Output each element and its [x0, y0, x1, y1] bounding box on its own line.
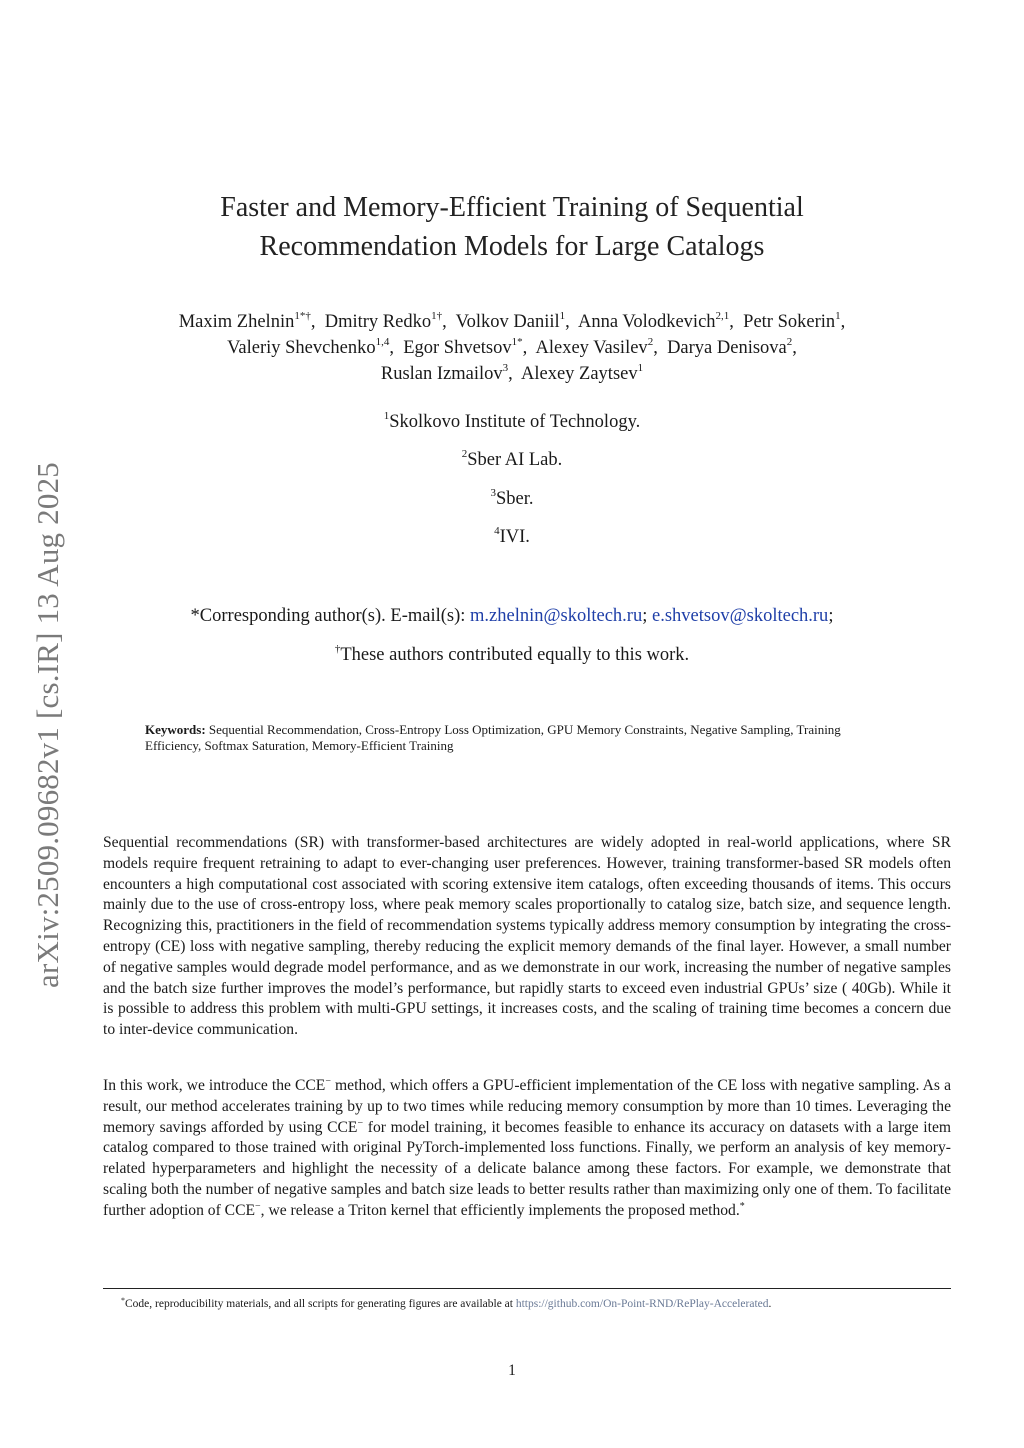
author-affiliation-mark: 2: [786, 336, 793, 348]
author-line-2: Valeriy Shevchenko$^{1,4}$, Egor Shvetsov$^{1*}$, Alexey Vasilev$^2$, Darya Denisova$^2$,: [227, 336, 797, 358]
footnote-end: .: [768, 1298, 772, 1310]
author-affiliation-mark: 3: [502, 362, 509, 374]
arxiv-identifier: arXiv:2509.09682v1 [cs.IR] 13 Aug 2025: [30, 462, 65, 988]
affiliation-mark: 1: [383, 410, 390, 422]
author-affiliation-mark: 1,4: [375, 336, 390, 348]
author-affiliation-mark: 1*†: [294, 310, 311, 322]
abstract-text: In this work, we introduce the CCE: [103, 1077, 326, 1094]
keywords-text: Sequential Recommendation, Cross-Entropy Loss Optimization, GPU Memory Constraints, Negative Sampling, Training Efficiency, Softmax Saturation, Memory-Efficient Training: [145, 722, 841, 753]
cce-minus-sup: −: [325, 1076, 331, 1087]
author-line-3: Ruslan Izmailov$^3$, Alexey Zaytsev$^1$: [380, 362, 644, 384]
equal-contribution-note: [0, 645, 1024, 666]
keywords: [145, 722, 879, 754]
author-affiliation-mark: 1: [835, 310, 841, 322]
affiliation-mark: 3: [490, 487, 496, 499]
affiliation-3: [0, 489, 1024, 510]
abstract-text: for model training, it becomes feasible to enhance its accuracy on datasets with a large item catalog compared to those trained with original PyTorch-implemented loss functions. Finally, we perform an analysis of key memory-related hyperparameters and highlight the necessity of a delicate balance among these factors. For example, we demonstrate that scaling both the number of negative samples and batch size leads to better results rather than maximizing only one of them. To facilitate further adoption of CCE: [103, 1118, 952, 1219]
author-name: Darya Denisova: [667, 338, 787, 358]
author-affiliation-mark: 2,1: [715, 310, 730, 322]
title-line-2: Recommendation Models for Large Catalogs: [259, 231, 765, 262]
affiliation-4: [0, 527, 1024, 548]
abstract-paragraph-2: [103, 1076, 951, 1222]
affiliation-mark: 4: [494, 525, 500, 537]
author-affiliation-mark: 1†: [431, 310, 443, 322]
author-name: Volkov Daniil: [455, 312, 560, 332]
author-name: Alexey Zaytsev: [521, 364, 638, 384]
author-name: Maxim Zhelnin: [178, 312, 295, 332]
author-affiliation-mark: 1*: [511, 336, 523, 348]
abstract-paragraph-1: Sequential recommendations (SR) with transformer-based architectures are widely adopted in real-world applications, where SR models require frequent retraining to adapt to ever-changing user preferences. However, training transformer-based SR models often encounters a high computational cost associated with scoring extensive item catalogs, often exceeding thousands of items. This occurs mainly due to the use of cross-entropy loss, where peak memory scales proportionally to catalog size, batch size, and sequence length. Recognizing this, practitioners in the field of recommendation systems typically address memory consumption by integrating the cross-entropy (CE) loss with negative sampling, thereby reducing the explicit memory demands of the final layer. However, a small number of negative samples would degrade model performance, and as we demonstrate in our work, increasing the number of negative samples and the batch size further improves the model’s performance, but rapidly starts to exceed even industrial GPUs’ size ( 40Gb). While it is possible to address this problem with multi-GPU settings, it increases costs, and the scaling of training time becomes a concern due to inter-device communication.: [103, 834, 951, 1039]
author-list: [0, 309, 1024, 387]
corresponding-suffix: ;: [828, 606, 834, 626]
author-affiliation-mark: 1: [559, 310, 566, 322]
author-name: Ruslan Izmailov: [380, 364, 503, 384]
footnote-rule: [103, 1288, 951, 1289]
affiliation-name: Skolkovo Institute of Technology.: [389, 412, 641, 432]
email-separator: ;: [642, 606, 652, 626]
affiliation-2: [0, 450, 1024, 471]
paper-title: [0, 188, 1024, 266]
affiliation-name: Sber AI Lab.: [467, 450, 563, 470]
footnote: [103, 1297, 951, 1311]
author-name: Egor Shvetsov: [403, 338, 512, 358]
affiliation-name: IVI.: [499, 527, 530, 547]
cce-minus-sup: −: [357, 1117, 364, 1129]
abstract-text: method, which offers a GPU-efficient implementation of the CE loss with negative sampling. As a result, our method accelerates training by up to two times while reducing memory consumption by more than 10 times. Leveraging the memory savings afforded by using CCE: [103, 1077, 951, 1136]
author-line-1: Maxim Zhelnin$^{1*\dagger}$, Dmitry Redko$^{1\dagger}$, Volkov Daniil$^1$, Anna Volodkevich$^{2,1}$, Petr Sokerin$^1$,: [178, 310, 846, 332]
email-link-shvetsov[interactable]: e.shvetsov@skoltech.ru: [652, 606, 829, 626]
dagger-mark: †: [334, 643, 341, 655]
footnote-mark: *: [121, 1296, 125, 1305]
abstract-text: , we release a Triton kernel that efficiently implements the proposed method.: [260, 1201, 740, 1219]
keywords-label: Keywords:: [145, 722, 206, 737]
author-name: Anna Volodkevich: [577, 312, 716, 332]
cce-minus-sup: −: [255, 1200, 261, 1212]
author-name: Dmitry Redko: [324, 312, 432, 332]
corresponding-prefix: *Corresponding author(s). E-mail(s):: [190, 606, 471, 626]
footnote-ref: *: [739, 1200, 745, 1212]
title-line-1: Faster and Memory-Efficient Training of Sequential: [220, 192, 804, 223]
footnote-text: Code, reproducibility materials, and all scripts for generating figures are available at: [125, 1298, 516, 1310]
affiliation-name: Sber.: [495, 489, 534, 509]
affiliation-mark: 2: [461, 448, 468, 460]
author-name: Valeriy Shevchenko: [227, 338, 376, 358]
contribution-text: These authors contributed equally to this work.: [340, 645, 690, 665]
author-affiliation-mark: 1: [637, 362, 644, 374]
author-affiliation-mark: 2: [647, 336, 654, 348]
author-name: Petr Sokerin: [743, 312, 836, 332]
corresponding-authors: [0, 606, 1024, 627]
email-link-zhelnin[interactable]: m.zhelnin@skoltech.ru: [470, 606, 643, 626]
affiliation-1: [0, 412, 1024, 433]
author-name: Alexey Vasilev: [535, 338, 648, 358]
page-number: 1: [508, 1362, 516, 1379]
github-link[interactable]: https://github.com/On-Point-RND/RePlay-Accelerated: [515, 1298, 769, 1310]
